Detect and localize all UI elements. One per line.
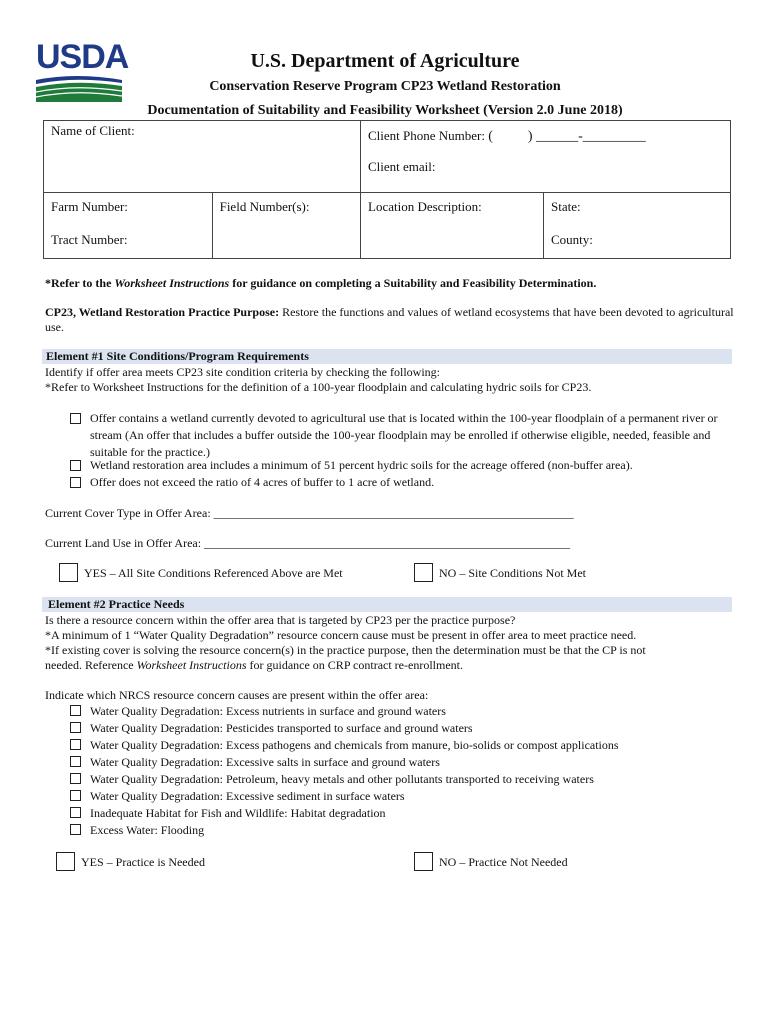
farm-tract-cell[interactable] bbox=[44, 193, 213, 259]
program-subtitle: Conservation Reserve Program CP23 Wetland Restoration bbox=[209, 79, 561, 94]
location-description-label: Location Description: bbox=[368, 199, 482, 214]
resource-concern-text: Water Quality Degradation: Excessive salts in surface and ground waters bbox=[90, 755, 440, 769]
refer-post: for guidance on completing a Suitability and Feasibility Determination. bbox=[229, 276, 597, 290]
resource-concern-item[interactable] bbox=[70, 720, 730, 737]
resource-concern-item[interactable] bbox=[70, 822, 730, 839]
element1-intro1: Identify if offer area meets CP23 site condition criteria by checking the following: bbox=[45, 365, 440, 379]
site-condition-item[interactable] bbox=[70, 410, 730, 461]
element1-heading: Element #1 Site Conditions/Program Requirements bbox=[42, 349, 732, 364]
refer-pre: *Refer to the bbox=[45, 276, 115, 290]
county-label: County: bbox=[551, 232, 593, 247]
checkbox[interactable] bbox=[70, 756, 81, 767]
resource-concern-text: Excess Water: Flooding bbox=[90, 823, 205, 837]
state-county-cell[interactable] bbox=[544, 193, 731, 259]
location-description-cell[interactable] bbox=[361, 193, 544, 259]
resource-concern-item[interactable] bbox=[70, 754, 730, 771]
current-land-use-field[interactable]: Current Land Use in Offer Area: _____________________________________________________________ bbox=[45, 536, 571, 550]
checkbox[interactable] bbox=[70, 790, 81, 801]
client-email-label: Client email: bbox=[368, 159, 436, 174]
refer-italic: Worksheet Instructions bbox=[114, 276, 230, 290]
yes-checkbox[interactable] bbox=[56, 852, 75, 871]
checkbox[interactable] bbox=[70, 705, 81, 716]
checkbox[interactable] bbox=[70, 477, 81, 488]
client-info-table bbox=[43, 120, 731, 259]
practice-purpose bbox=[45, 305, 735, 335]
site-conditions-yes-option[interactable] bbox=[59, 563, 343, 582]
site-conditions-yes-label: YES – All Site Conditions Referenced Above are Met bbox=[84, 566, 343, 580]
yes-checkbox[interactable] bbox=[59, 563, 78, 582]
purpose-label: CP23, Wetland Restoration Practice Purpose: bbox=[45, 305, 280, 319]
current-cover-type-field[interactable]: Current Cover Type in Offer Area: ____________________________________________________________ bbox=[45, 506, 574, 520]
checkbox[interactable] bbox=[70, 460, 81, 471]
resource-concern-item[interactable] bbox=[70, 771, 730, 788]
resource-concern-text: Water Quality Degradation: Petroleum, heavy metals and other pollutants transported to receiving waters bbox=[90, 772, 594, 786]
purpose-text: Restore the functions and values of wetland ecosystems that have been devoted to agricultural use. bbox=[45, 305, 734, 334]
checkbox[interactable] bbox=[70, 739, 81, 750]
practice-needed-no-label: NO – Practice Not Needed bbox=[439, 855, 568, 869]
element2-line2: *A minimum of 1 “Water Quality Degradation” resource concern cause must be present in offer area to meet practice need. bbox=[45, 628, 637, 642]
resource-concern-text: Water Quality Degradation: Pesticides transported to surface and ground waters bbox=[90, 721, 473, 735]
usda-logo-text: USDA bbox=[36, 38, 129, 76]
field-number-cell[interactable] bbox=[212, 193, 360, 259]
client-phone-label: Client Phone Number: bbox=[368, 128, 485, 143]
element2-indicate: Indicate which NRCS resource concern causes are present within the offer area: bbox=[45, 688, 429, 702]
client-phone-field[interactable]: ( ) ______-_________ bbox=[488, 129, 646, 144]
resource-concern-item[interactable] bbox=[70, 805, 730, 822]
worksheet-title: Documentation of Suitability and Feasibility Worksheet (Version 2.0 June 2018) bbox=[147, 103, 623, 118]
site-condition-text: Wetland restoration area includes a minimum of 51 percent hydric soils for the acreage offered (non-buffer area). bbox=[90, 458, 633, 472]
resource-concern-item[interactable] bbox=[70, 737, 730, 754]
site-condition-text: Offer does not exceed the ratio of 4 acres of buffer to 1 acre of wetland. bbox=[90, 475, 435, 489]
site-conditions-no-label: NO – Site Conditions Not Met bbox=[439, 566, 587, 580]
element1-intro2: *Refer to Worksheet Instructions for the definition of a 100-year floodplain and calculating hydric soils for CP23. bbox=[45, 380, 592, 394]
page-title: U.S. Department of Agriculture bbox=[250, 50, 520, 72]
resource-concern-text: Water Quality Degradation: Excess nutrients in surface and ground waters bbox=[90, 704, 446, 718]
checkbox[interactable] bbox=[70, 807, 81, 818]
resource-concern-text: Inadequate Habitat for Fish and Wildlife: Habitat degradation bbox=[90, 806, 386, 820]
farm-number-label: Farm Number: bbox=[51, 199, 128, 214]
site-conditions-no-option[interactable] bbox=[414, 563, 586, 582]
practice-needed-no-option[interactable] bbox=[414, 852, 568, 871]
site-condition-text: Offer contains a wetland currently devoted to agricultural use that is located within the 100-year floodplain of a permanent river or stream (An offer that includes a buffer outside the 100-year floodplain may be enrolled if otherwise eligible, needed, feasible and suitable for the practice.) bbox=[90, 411, 718, 459]
line4-pre: needed. Reference bbox=[45, 658, 137, 672]
resource-concern-text: Water Quality Degradation: Excessive sediment in surface waters bbox=[90, 789, 405, 803]
site-condition-item[interactable] bbox=[70, 474, 730, 491]
tract-number-label: Tract Number: bbox=[51, 232, 128, 247]
checkbox[interactable] bbox=[70, 824, 81, 835]
no-checkbox[interactable] bbox=[414, 563, 433, 582]
checkbox[interactable] bbox=[70, 722, 81, 733]
client-name-label: Name of Client: bbox=[51, 123, 135, 138]
site-condition-item[interactable] bbox=[70, 457, 730, 474]
practice-needed-yes-option[interactable] bbox=[56, 852, 205, 871]
element2-line3: *If existing cover is solving the resource concern(s) in the practice purpose, then the determination must be that the CP is not bbox=[45, 643, 646, 657]
line4-post: for guidance on CRP contract re-enrollment. bbox=[246, 658, 463, 672]
resource-concern-list bbox=[70, 703, 730, 839]
resource-concern-item[interactable] bbox=[70, 788, 730, 805]
element2-heading: Element #2 Practice Needs bbox=[42, 597, 732, 612]
checkbox[interactable] bbox=[70, 413, 81, 424]
client-contact-cell[interactable] bbox=[361, 121, 731, 193]
client-name-cell[interactable] bbox=[44, 121, 361, 193]
checkbox[interactable] bbox=[70, 773, 81, 784]
practice-needed-yes-label: YES – Practice is Needed bbox=[81, 855, 205, 869]
resource-concern-text: Water Quality Degradation: Excess pathogens and chemicals from manure, bio-solids or compost applications bbox=[90, 738, 619, 752]
refer-note bbox=[45, 276, 735, 291]
element2-line4 bbox=[45, 658, 735, 673]
no-checkbox[interactable] bbox=[414, 852, 433, 871]
resource-concern-item[interactable] bbox=[70, 703, 730, 720]
state-label: State: bbox=[551, 199, 581, 214]
line4-italic: Worksheet Instructions bbox=[136, 658, 247, 672]
element2-line1: Is there a resource concern within the offer area that is targeted by CP23 per the practice purpose? bbox=[45, 613, 516, 627]
field-number-label: Field Number(s): bbox=[219, 199, 310, 214]
